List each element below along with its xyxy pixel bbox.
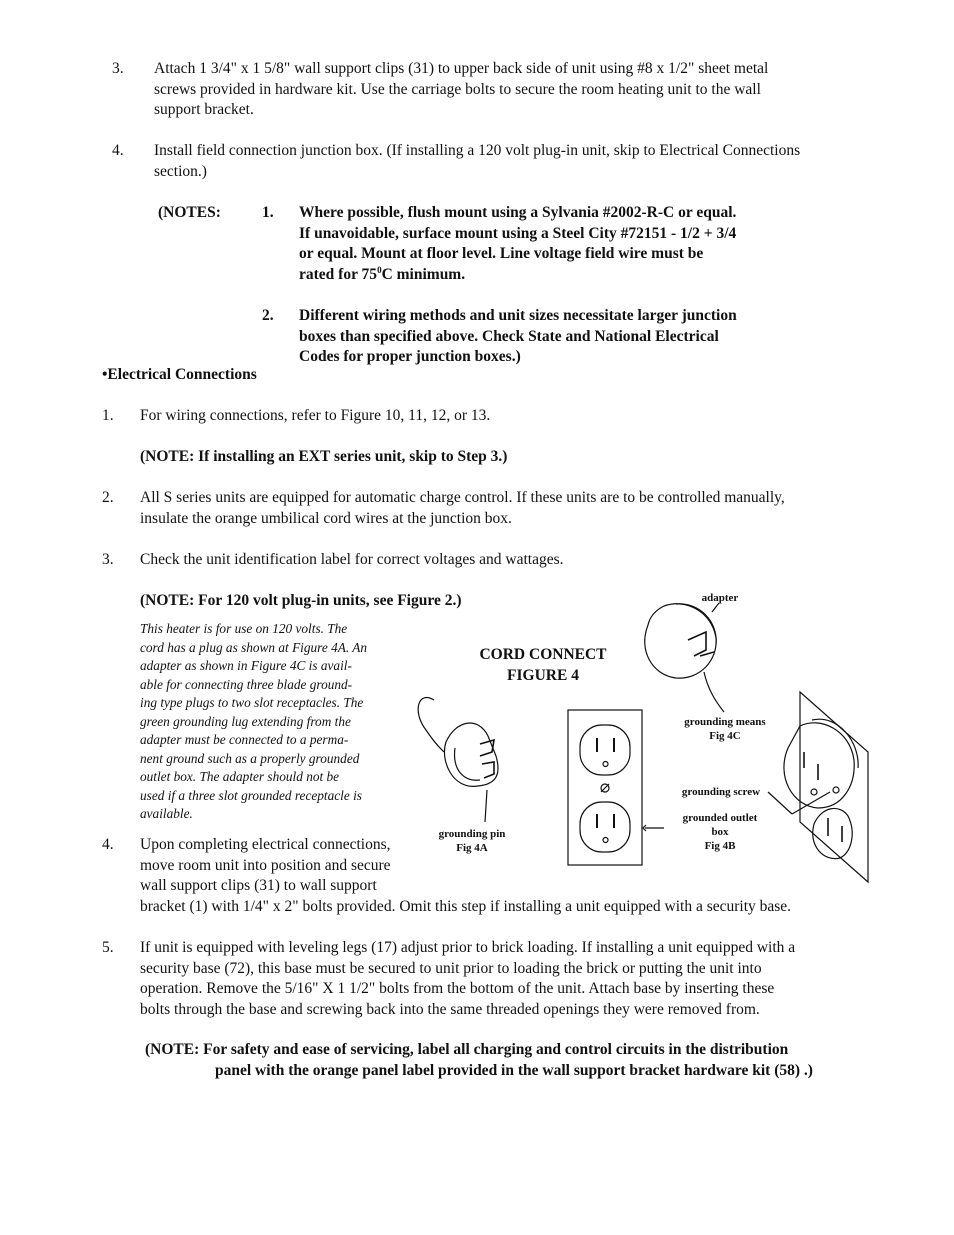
ec-3-text: Check the unit identification label for correct voltages and wattages. <box>140 551 564 568</box>
adapter-fig-4c <box>645 603 724 712</box>
label-line: grounded outlet <box>682 812 758 824</box>
ec-3-number: 3. <box>102 551 114 568</box>
italic-line: used if a three slot grounded receptacle is <box>140 787 362 803</box>
ec-1-text: For wiring connections, refer to Figure 10, 11, 12, or 13. <box>140 407 491 424</box>
italic-line: green grounding lug extending from the <box>140 713 351 729</box>
italic-line: cord has a plug as shown at Figure 4A. An <box>140 639 368 655</box>
label-line: grounding means <box>684 716 766 728</box>
label-line: box <box>711 826 729 838</box>
italic-line: nent ground such as a properly grounded <box>140 750 360 766</box>
note-2-line: Different wiring methods and unit sizes necessitate larger junction <box>299 307 737 324</box>
ec-4-line: bracket (1) with 1/4" x 2" bolts provided. Omit this step if installing a unit equipped with a security base. <box>140 897 792 915</box>
notes-label: (NOTES: <box>158 204 221 221</box>
note-1-line: Where possible, flush mount using a Sylvania #2002-R-C or equal. <box>299 204 737 221</box>
ec-4-line: Upon completing electrical connections, <box>140 836 391 853</box>
ec-4-line: move room unit into position and secure <box>140 856 391 874</box>
label-line: Fig 4C <box>709 730 741 742</box>
italic-line: adapter as shown in Figure 4C is avail- <box>140 658 352 673</box>
figure-title-line: CORD CONNECT <box>479 646 607 663</box>
note-2-number: 2. <box>262 307 274 324</box>
figure-title-line: FIGURE 4 <box>507 667 579 684</box>
step-4-number: 4. <box>112 142 124 159</box>
step-3-line: Attach 1 3/4" x 1 5/8" wall support clips (31) to upper back side of unit using #8 x 1/2" sheet metal <box>154 60 769 77</box>
ec-2-line: insulate the orange umbilical cord wires at the junction box. <box>140 509 512 527</box>
ec-1-number: 1. <box>102 407 114 424</box>
note-2-line: Codes for proper junction boxes.) <box>299 348 521 366</box>
final-note-line: panel with the orange panel label provided in the wall support bracket hardware kit (58) .) <box>215 1062 813 1079</box>
label-line: Fig 4A <box>456 842 488 854</box>
plug-fig-4a <box>418 697 498 822</box>
ec-5-number: 5. <box>102 939 114 956</box>
label-line: Fig 4B <box>704 840 736 852</box>
ec-4-line: wall support clips (31) to wall support <box>140 877 377 895</box>
grounding-screw-label: grounding screw <box>681 786 761 798</box>
degree-superscript: 0 <box>377 264 382 275</box>
label-line: grounding pin <box>438 828 506 840</box>
note-2-line: boxes than specified above. Check State and National Electrical <box>299 327 719 345</box>
note-1-last-unit: C minimum. <box>381 265 466 283</box>
step-4-line: section.) <box>154 162 207 180</box>
ec-2-number: 2. <box>102 489 114 506</box>
step-4-line: Install field connection junction box. (If installing a 120 volt plug-in unit, skip to Electrical Connections <box>154 142 801 159</box>
ec-4-number: 4. <box>102 836 114 853</box>
ec-2-line: All S series units are equipped for automatic charge control. If these units are to be controlled manually, <box>140 489 785 506</box>
ec-3-note: (NOTE: For 120 volt plug-in units, see Figure 2.) <box>140 592 462 609</box>
note-1-number: 1. <box>262 204 274 221</box>
section-heading: •Electrical Connections <box>102 366 257 383</box>
note-1-last-text: rated for 75 <box>299 265 378 283</box>
step-3-number: 3. <box>112 60 124 77</box>
ec-5-line: If unit is equipped with leveling legs (17) adjust prior to brick loading. If installing a unit equipped with a <box>140 939 796 956</box>
note-1-line: or equal. Mount at floor level. Line voltage field wire must be <box>299 245 704 263</box>
italic-line: This heater is for use on 120 volts. The <box>140 621 348 636</box>
ec-1-note: (NOTE: If installing an EXT series unit, skip to Step 3.) <box>140 448 508 465</box>
italic-line: adapter must be connected to a perma- <box>140 732 349 747</box>
note-1-line: If unavoidable, surface mount using a Steel City #72151 - 1/2 + 3/4 <box>299 224 737 242</box>
final-note-line: (NOTE: For safety and ease of servicing, label all charging and control circuits in the distribution <box>145 1041 789 1058</box>
italic-line: able for connecting three blade ground- <box>140 676 353 692</box>
ec-5-line: operation. Remove the 5/16" X 1 1/2" bolts from the bottom of the unit. Attach base by inserting these <box>140 980 775 998</box>
italic-line: available. <box>140 806 193 821</box>
italic-line: ing type plugs to two slot receptacles. The <box>140 695 364 710</box>
italic-line: outlet box. The adapter should not be <box>140 769 340 784</box>
ec-5-line: security base (72), this base must be secured to unit prior to loading the brick or putting the unit into <box>140 959 762 977</box>
step-3-line: screws provided in hardware kit. Use the carriage bolts to secure the room heating unit to the wall <box>154 80 761 98</box>
step-3-line: support bracket. <box>154 101 254 119</box>
wall-plate <box>768 692 868 882</box>
ec-5-line: bolts through the base and screwing back into the same threaded openings they were removed from. <box>140 1000 760 1018</box>
duplex-outlet-fig-4b <box>568 710 664 865</box>
adapter-label: adapter <box>701 592 739 604</box>
